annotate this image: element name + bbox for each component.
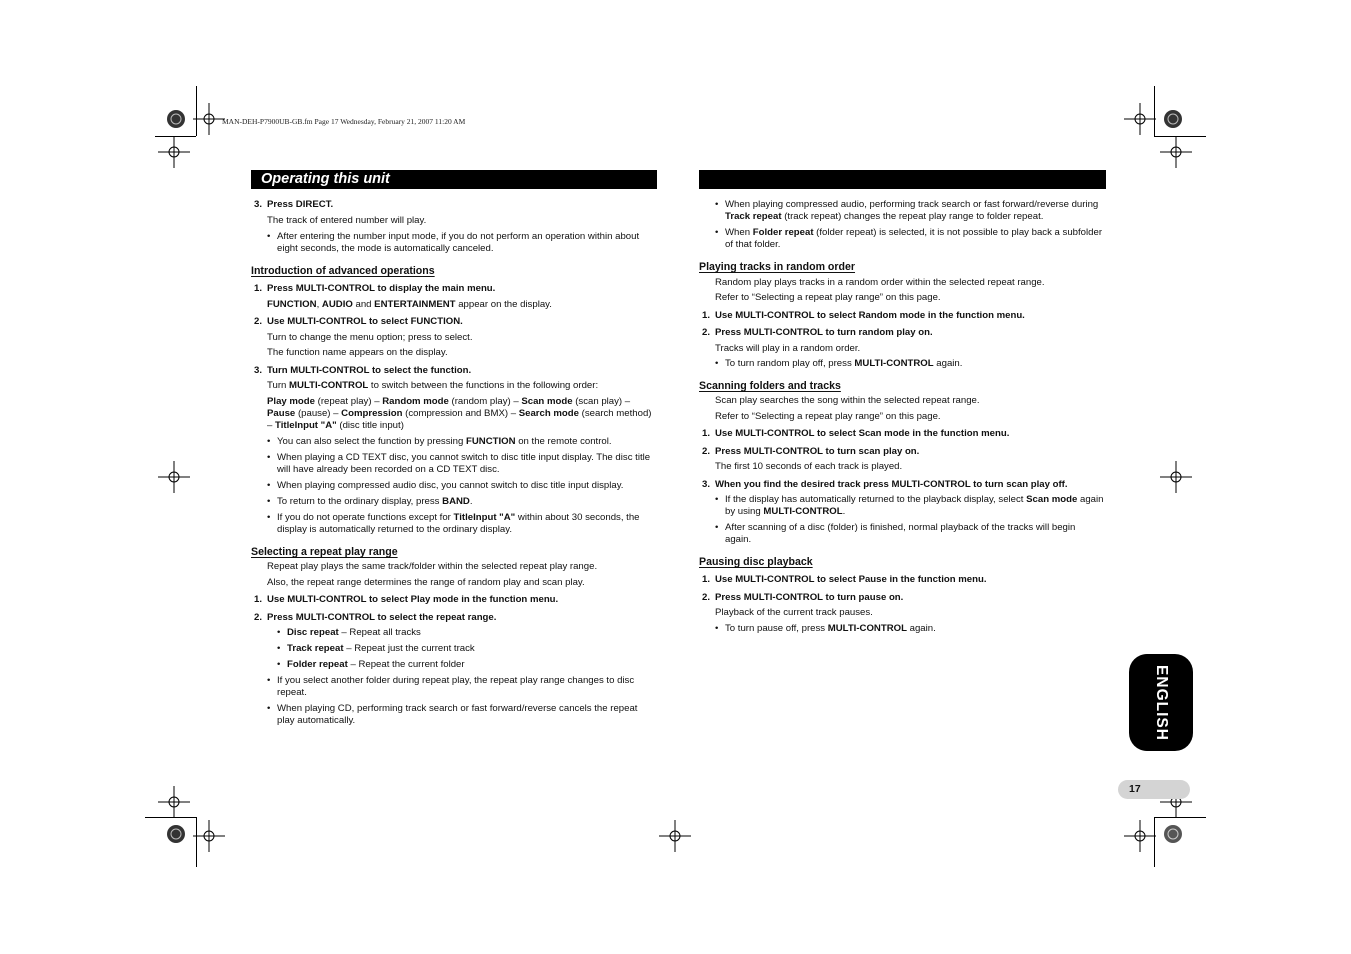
paragraph: Playback of the current track pauses. [715, 607, 873, 618]
step: 1. Use MULTI-CONTROL to select Play mode in the function menu. [254, 594, 559, 605]
step: 2. Press MULTI-CONTROL to select the repeat range. [254, 612, 497, 623]
paragraph: FUNCTION, AUDIO and ENTERTAINMENT appear on the display. [267, 299, 552, 310]
language-tab [1129, 654, 1193, 751]
step: 1. Press MULTI-CONTROL to display the main menu. [254, 283, 496, 294]
registration-dot-icon [167, 110, 185, 128]
registration-target-icon [193, 103, 225, 135]
registration-dot-icon [1164, 110, 1182, 128]
bullet-item: • If the display has automatically returned to the playback display, select Scan mode again by using MULTI-CONTROL. [699, 494, 1104, 518]
step: 1. Use MULTI-CONTROL to select Random mode in the function menu. [702, 310, 1025, 321]
page-title: Operating this unit [261, 171, 390, 187]
step: 2. Press MULTI-CONTROL to turn pause on. [702, 592, 904, 603]
bullet-item: • To turn pause off, press MULTI-CONTROL again. [699, 623, 1104, 635]
section-heading: Playing tracks in random order [699, 261, 856, 273]
paragraph: Repeat play plays the same track/folder within the selected repeat play range. [267, 561, 598, 572]
registration-target-icon [158, 461, 190, 493]
paragraph: Turn to change the menu option; press to select. [267, 332, 473, 343]
section-heading: Scanning folders and tracks [699, 380, 841, 392]
file-header-line: MAN-DEH-P7900UB-GB.fm Page 17 Wednesday, February 21, 2007 11:20 AM [222, 117, 466, 126]
registration-target-icon [1124, 103, 1156, 135]
step: 1. Use MULTI-CONTROL to select Pause in the function menu. [702, 574, 987, 585]
bullet-item: • When playing CD, performing track search or fast forward/reverse cancels the repeat play automatically. [251, 703, 656, 727]
bullet-item: • To turn random play off, press MULTI-CONTROL again. [699, 358, 1104, 370]
section-title-bar-right [699, 170, 1106, 189]
bullet-item: • If you do not operate functions except for TitleInput "A" within about 30 seconds, the display is automatically returned to the ordinary display. [251, 512, 656, 536]
bullet-item: • You can also select the function by pressing FUNCTION on the remote control. [251, 436, 656, 448]
bullet-item: • When playing compressed audio disc, you cannot switch to disc title input display. [251, 480, 656, 492]
paragraph: Turn MULTI-CONTROL to switch between the functions in the following order: [267, 380, 599, 391]
registration-target-icon [659, 820, 691, 852]
bullet-item: • When Folder repeat (folder repeat) is selected, it is not possible to play back a subfolder of that folder. [699, 227, 1104, 251]
bullet-item: • When playing a CD TEXT disc, you cannot switch to disc title input display. The disc title will have already been recorded on a CD TEXT disc. [251, 452, 656, 476]
registration-target-icon [1160, 136, 1192, 168]
registration-target-icon [193, 820, 225, 852]
repeat-option: • Folder repeat – Repeat the current folder [251, 659, 656, 671]
step: 1. Use MULTI-CONTROL to select Scan mode in the function menu. [702, 428, 1010, 439]
bullet-item: • After entering the number input mode, if you do not perform an operation within about eight seconds, the mode is automatically canceled. [251, 231, 656, 255]
bullet-item: • If you select another folder during repeat play, the repeat play range changes to disc repeat. [251, 675, 656, 699]
registration-dot-icon [1164, 825, 1182, 843]
step: 3. Press DIRECT. [254, 199, 334, 210]
step: 2. Press MULTI-CONTROL to turn scan play on. [702, 446, 920, 457]
step: 3. Turn MULTI-CONTROL to select the function. [254, 365, 472, 376]
paragraph: Tracks will play in a random order. [715, 343, 861, 354]
registration-target-icon [1160, 461, 1192, 493]
section-title-bar-left [251, 170, 657, 189]
paragraph: Refer to “Selecting a repeat play range” on this page. [715, 292, 941, 303]
section-heading: Introduction of advanced operations [251, 265, 435, 277]
paragraph: The function name appears on the display. [267, 347, 448, 358]
registration-target-icon [158, 136, 190, 168]
bullet-item: • After scanning of a disc (folder) is finished, normal playback of the tracks will begin again. [699, 522, 1104, 546]
bullet-item: • When playing compressed audio, performing track search or fast forward/reverse during Track repeat (track repeat) changes the repeat play range to folder repeat. [699, 199, 1104, 223]
paragraph: Also, the repeat range determines the range of random play and scan play. [267, 577, 585, 588]
page-number: 17 [1129, 783, 1141, 795]
repeat-option: • Track repeat – Repeat just the current track [251, 643, 656, 655]
function-order: Play mode (repeat play) – Random mode (random play) – Scan mode (scan play) – Pause (pause) – Compression (compression and BMX) – Search mode (search method) – TitleInput "A" (disc title input) [267, 396, 652, 431]
repeat-option: • Disc repeat – Repeat all tracks [251, 627, 656, 639]
step: 3. When you find the desired track press MULTI-CONTROL to turn scan play off. [702, 479, 1068, 490]
language-tab-label: ENGLISH [1153, 664, 1170, 741]
right-column [699, 199, 1104, 635]
paragraph: The first 10 seconds of each track is played. [715, 461, 903, 472]
step: 2. Press MULTI-CONTROL to turn random play on. [702, 327, 933, 338]
paragraph: Random play plays tracks in a random order within the selected repeat range. [715, 277, 1045, 288]
page-number-badge [1118, 780, 1190, 799]
bullet-item: • To return to the ordinary display, press BAND. [251, 496, 656, 508]
registration-target-icon [1124, 820, 1156, 852]
paragraph: Scan play searches the song within the selected repeat range. [715, 395, 980, 406]
registration-dot-icon [167, 825, 185, 843]
registration-target-icon [158, 786, 190, 818]
left-column [251, 199, 656, 727]
section-heading: Pausing disc playback [699, 556, 813, 568]
step: 2. Use MULTI-CONTROL to select FUNCTION. [254, 316, 463, 327]
section-heading: Selecting a repeat play range [251, 546, 398, 558]
paragraph: Refer to “Selecting a repeat play range” on this page. [715, 411, 941, 422]
paragraph: The track of entered number will play. [267, 215, 427, 226]
